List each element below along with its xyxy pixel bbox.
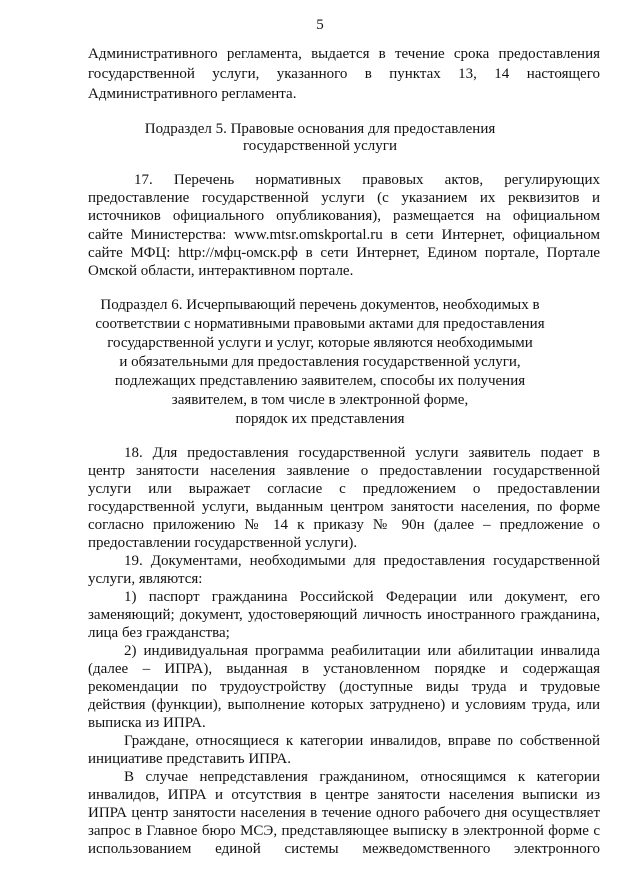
subsection-6-title: подлежащих представлению заявителем, способы их получения bbox=[114, 373, 526, 389]
subsection-5-title: государственной услуги bbox=[243, 138, 397, 154]
subsection-6-title: государственной услуги и услуг, которые являются необходимыми bbox=[107, 335, 533, 351]
list-item-1-line: заменяющий; документ, удостоверяющий личность иностранного гражданина, bbox=[88, 607, 600, 623]
paragraph-19-line: использованием единой системы межведомственного электронного bbox=[88, 841, 600, 857]
subsection-5-title: Подраздел 5. Правовые основания для предоставления bbox=[144, 121, 496, 137]
list-item-1-line: лица без гражданства; bbox=[88, 625, 230, 641]
paragraph-18-line: центр занятости населения заявление о предоставлении государственной bbox=[88, 463, 600, 479]
paragraph-18-line: услуги или выражает согласие с предложением о предоставлении bbox=[88, 481, 600, 497]
intro-line: государственной услуги, указанного в пунктах 13, 14 настоящего bbox=[88, 66, 600, 82]
list-item-2-line: рекомендации по трудоустройству (доступные виды труда и трудовые bbox=[88, 679, 600, 695]
subsection-6-title: и обязательными для предоставления государственной услуги, bbox=[119, 354, 521, 370]
paragraph-19-line: инвалидов, ИПРА и отсутствия в центре занятости населения выписки из bbox=[88, 787, 600, 803]
subsection-6-title: соответствии с нормативными правовыми актами для предоставления bbox=[95, 316, 545, 332]
list-item-1-line: 1) паспорт гражданина Российской Федерации или документ, его bbox=[124, 589, 600, 605]
list-item-2-line: выписка из ИПРА. bbox=[88, 715, 206, 731]
paragraph-18-line: согласно приложению № 14 к приказу № 90н (далее – предложение о bbox=[88, 517, 600, 533]
paragraph-19-line: инициативе представить ИПРА. bbox=[88, 751, 291, 767]
list-item-2-line: действия (функции), выполнение которых затруднено) и условиям труда, или bbox=[88, 697, 600, 713]
paragraph-18-line: 18. Для предоставления государственной услуги заявитель подает в bbox=[124, 445, 600, 461]
paragraph-19-line: ИПРА центр занятости населения в течение одного рабочего дня осуществляет bbox=[88, 805, 600, 821]
paragraph-19-line: Граждане, относящиеся к категории инвалидов, вправе по собственной bbox=[124, 733, 600, 749]
subsection-6-title: заявителем, в том числе в электронной форме, bbox=[171, 392, 469, 408]
paragraph-19-line: 19. Документами, необходимыми для предоставления государственной bbox=[124, 553, 600, 569]
intro-line: Административного регламента, выдается в течение срока предоставления bbox=[88, 46, 600, 62]
paragraph-17-line: 17. Перечень нормативных правовых актов, регулирующих bbox=[134, 172, 600, 188]
subsection-6-title: Подраздел 6. Исчерпывающий перечень документов, необходимых в bbox=[100, 297, 540, 313]
paragraph-18-line: государственной услуги, выданным центром занятости населения, по форме bbox=[88, 499, 600, 515]
paragraph-18-line: предоставлении государственной услуги). bbox=[88, 535, 358, 551]
intro-line: Административного регламента. bbox=[88, 86, 297, 102]
paragraph-17-line: источников официального опубликования), размещается на официальном bbox=[88, 208, 600, 224]
paragraph-17-line: сайте МФЦ: http://мфц-омск.рф в сети Интернет, Едином портале, Портале bbox=[88, 245, 600, 261]
paragraph-17-line: предоставление государственной услуги (с указанием их реквизитов и bbox=[88, 190, 600, 206]
paragraph-17-line: Омской области, интерактивном портале. bbox=[88, 263, 354, 279]
list-item-2-line: 2) индивидуальная программа реабилитации или абилитации инвалида bbox=[124, 643, 600, 659]
page-number: 5 bbox=[316, 17, 324, 33]
paragraph-19-line: В случае непредставления гражданином, относящимся к категории bbox=[124, 769, 600, 785]
paragraph-17-line: сайте Министерства: www.mtsr.omskportal.ru в сети Интернет, официальном bbox=[88, 227, 600, 243]
subsection-6-title: порядок их представления bbox=[235, 411, 405, 427]
paragraph-19-line: запрос в Главное бюро МСЭ, представляющее выписку в электронной форме с bbox=[88, 823, 600, 839]
paragraph-19-line: услуги, являются: bbox=[88, 571, 203, 587]
list-item-2-line: (далее – ИПРА), выданная в установленном порядке и содержащая bbox=[88, 661, 600, 677]
